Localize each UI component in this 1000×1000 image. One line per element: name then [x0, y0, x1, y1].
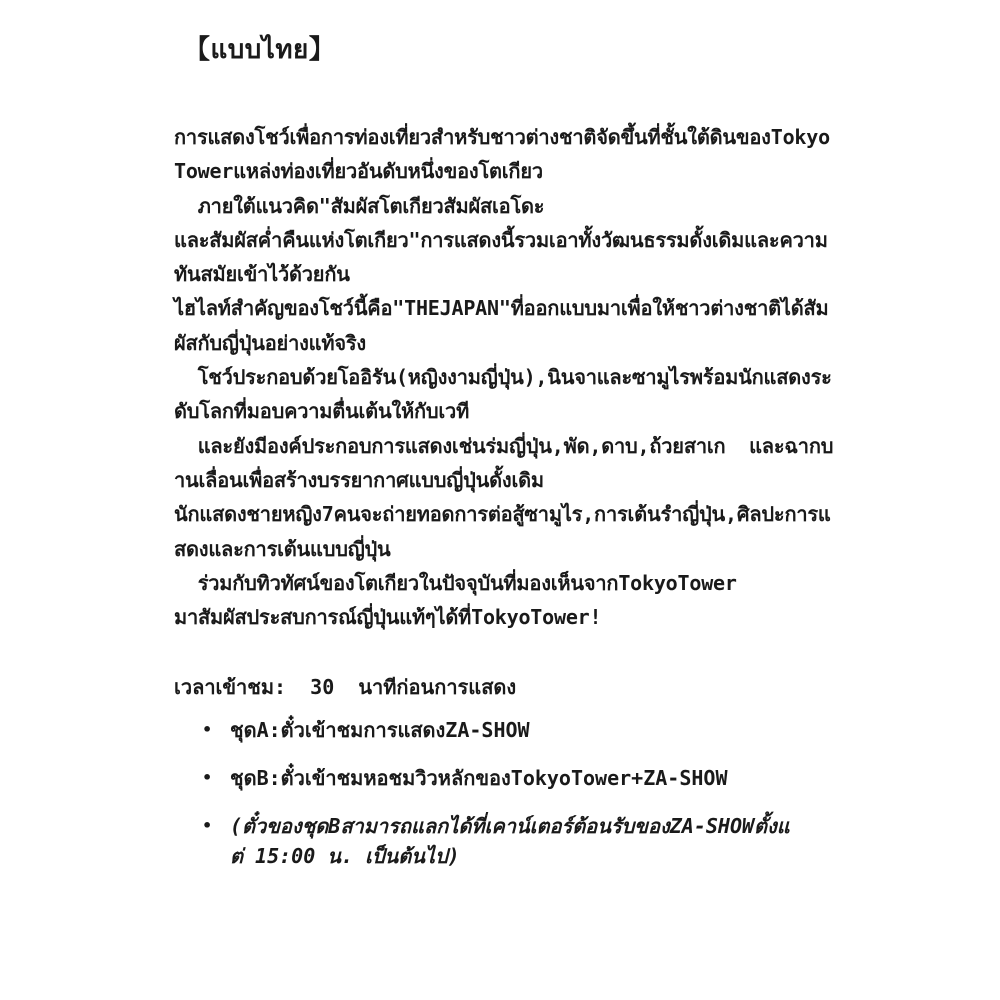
description-line: ไฮไลท์สำคัญของโชว์นี้คือ"THEJAPAN"ที่ออกแบบมาเพื่อให้ชาวต่างชาติได้สัมผัสกับญี่ปุ่นอย่างแท้จริง	[174, 296, 829, 355]
ticket-item-text: ชุดB:ตั๋วเข้าชมหอชมวิวหลักของTokyoTower+ZA-SHOW	[230, 766, 728, 791]
list-item	[174, 811, 834, 871]
description-line: โชว์ประกอบด้วยโออิรัน(หญิงงามญี่ปุ่น),นินจาและซามูไรพร้อมนักแสดงระดับโลกที่มอบความตื่นเต้นให้กับเวที	[174, 365, 832, 424]
spacer	[174, 72, 834, 120]
list-item	[174, 763, 834, 793]
description-block	[174, 120, 834, 634]
description-line: และยังมีองค์ประกอบการแสดงเช่นร่มญี่ปุ่น,พัด,ดาบ,ถ้วยสาเก และฉากบานเลื่อนเพื่อสร้างบรรยากาศแบบญี่ปุ่นดั้งเดิม	[174, 433, 834, 492]
description-line: การแสดงโชว์เพื่อการท่องเที่ยวสำหรับชาวต่างชาติจัดขึ้นที่ชั้นใต้ดินของTokyoTowerแหล่งท่องเที่ยวอันดับหนึ่งของโตเกียว	[174, 125, 830, 184]
document-page	[174, 28, 834, 889]
bullet-icon: •	[202, 816, 213, 836]
admission-time: เวลาเข้าชม: 30 นาทีก่อนการแสดง	[174, 675, 517, 700]
ticket-item-text: ชุดA:ตั๋วเข้าชมการแสดงZA-SHOW	[230, 718, 530, 743]
bullet-icon: •	[202, 768, 213, 788]
description-line: ร่วมกับทิวทัศน์ของโตเกียวในปัจจุบันที่มองเห็นจากTokyoTower	[174, 570, 737, 595]
list-item	[174, 715, 834, 745]
spacer	[174, 634, 834, 671]
description-line: และสัมผัสค่ำคืนแห่งโตเกียว"การแสดงนี้รวมเอาทั้งวัฒนธรรมดั้งเดิมและความทันสมัยเข้าไว้ด้วยกัน	[174, 227, 828, 287]
description-line: มาสัมผัสประสบการณ์ญี่ปุ่นแท้ๆได้ที่TokyoTower!	[174, 605, 602, 630]
ticket-list	[174, 715, 834, 871]
description-line: นักแสดงชายหญิง7คนจะถ่ายทอดการต่อสู้ซามูไร,การเต้นรำญี่ปุ่น,ศิลปะการแสดงและการเต้นแบบญี่ปุ่น	[174, 502, 831, 561]
ticket-note-text: (ตั๋วของชุดBสามารถแลกได้ที่เคาน์เตอร์ต้อนรับของZA-SHOWตั้งแต่ 15:00 น. เป็นต้นไป)	[230, 814, 790, 869]
bullet-icon: •	[202, 720, 213, 740]
page-title: 【แบบไทย】	[184, 35, 336, 65]
description-line: ภายใต้แนวคิด"สัมผัสโตเกียวสัมผัสเอโดะ	[174, 193, 545, 218]
